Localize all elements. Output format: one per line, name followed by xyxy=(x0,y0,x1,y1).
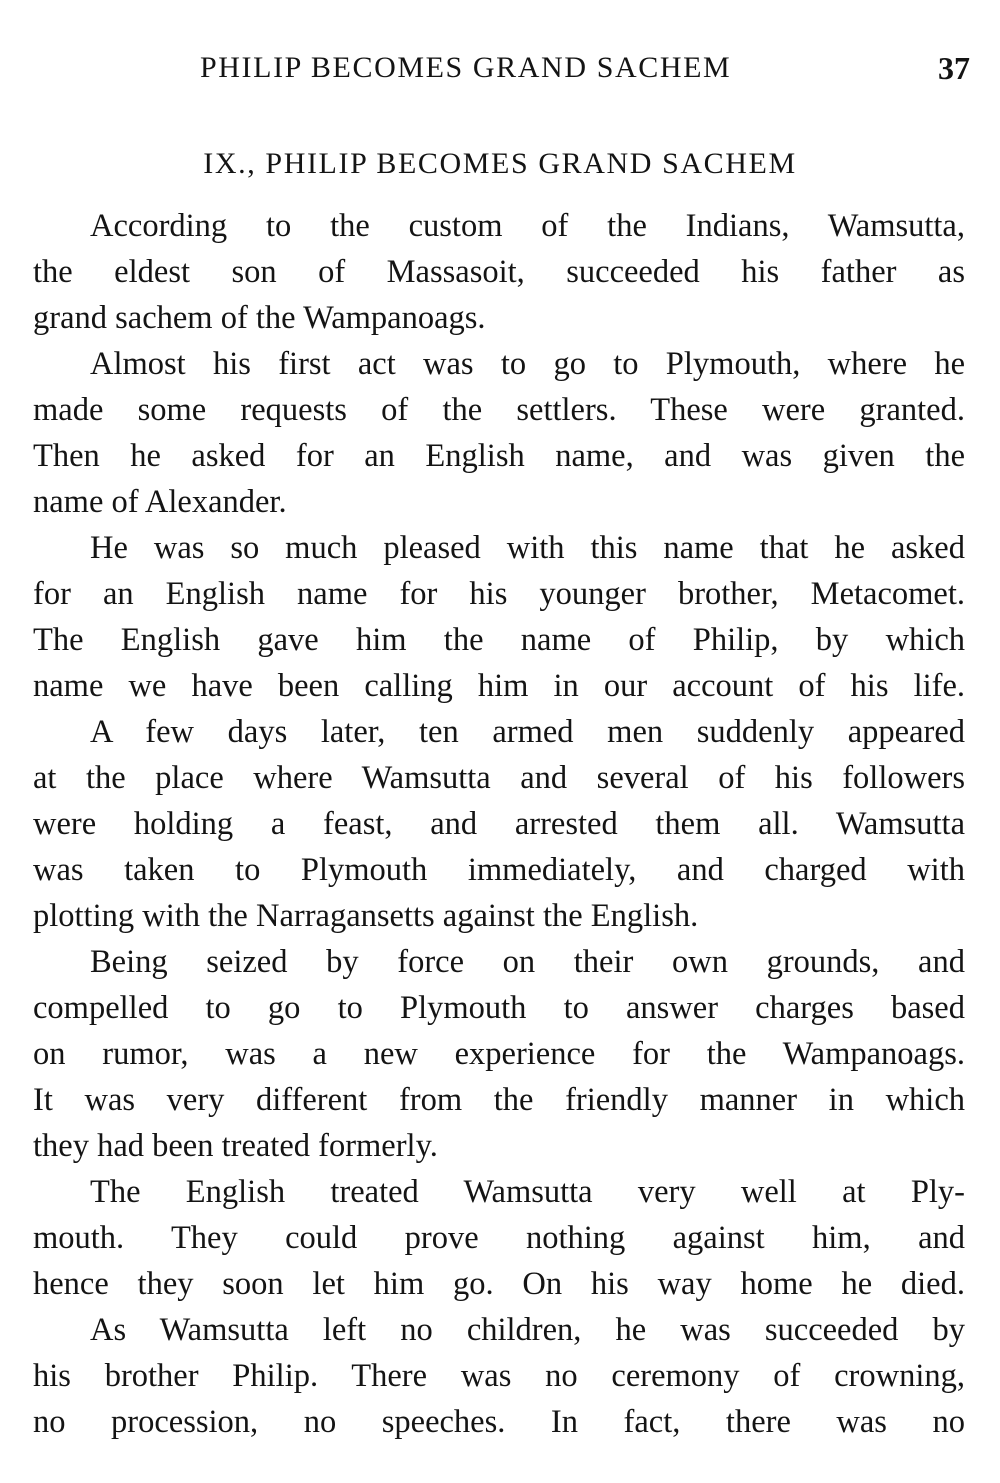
text-line: It was very different from the friendly manner in which xyxy=(33,1082,965,1118)
running-header xyxy=(0,44,1000,92)
text-line: were holding a feast, and arrested them all. Wamsutta xyxy=(33,806,965,842)
text-line: the eldest son of Massasoit, succeeded his father as xyxy=(33,254,965,290)
text-line: The English treated Wamsutta very well at Ply- xyxy=(90,1174,965,1210)
text-line: name of Alexander. xyxy=(33,484,287,520)
chapter-number: IX., xyxy=(203,147,257,180)
text-line: made some requests of the settlers. These were granted. xyxy=(33,392,965,428)
chapter-heading xyxy=(0,141,1000,187)
body-text xyxy=(33,203,965,1445)
text-line: they had been treated formerly. xyxy=(33,1128,438,1164)
text-line: for an English name for his younger brother, Metacomet. xyxy=(33,576,965,612)
text-line: Then he asked for an English name, and was given the xyxy=(33,438,965,474)
text-line: plotting with the Narragansetts against the English. xyxy=(33,898,699,934)
paragraph xyxy=(33,709,965,939)
text-line: A few days later, ten armed men suddenly appeared xyxy=(90,714,965,750)
page-number: 37 xyxy=(938,50,970,86)
chapter-title: PHILIP BECOMES GRAND SACHEM xyxy=(265,147,797,180)
paragraph xyxy=(33,525,965,709)
text-line: compelled to go to Plymouth to answer charges based xyxy=(33,990,965,1026)
text-line: He was so much pleased with this name that he asked xyxy=(90,530,965,566)
text-line: mouth. They could prove nothing against him, and xyxy=(33,1220,965,1256)
text-line: Being seized by force on their own grounds, and xyxy=(90,944,965,980)
text-line: grand sachem of the Wampanoags. xyxy=(33,300,486,336)
paragraph xyxy=(33,1169,965,1307)
paragraph xyxy=(33,203,965,341)
text-line: was taken to Plymouth immediately, and charged with xyxy=(33,852,965,888)
text-line: at the place where Wamsutta and several of his followers xyxy=(33,760,965,796)
text-line: on rumor, was a new experience for the Wampanoags. xyxy=(33,1036,965,1072)
text-line: his brother Philip. There was no ceremony of crowning, xyxy=(33,1358,965,1394)
paragraph xyxy=(33,1307,965,1445)
text-line: no procession, no speeches. In fact, there was no xyxy=(33,1404,965,1440)
text-line: The English gave him the name of Philip, by which xyxy=(33,622,965,658)
text-line: hence they soon let him go. On his way home he died. xyxy=(33,1266,965,1302)
text-line: name we have been calling him in our account of his life. xyxy=(33,668,965,704)
text-line: Almost his first act was to go to Plymouth, where he xyxy=(90,346,965,382)
running-title: PHILIP BECOMES GRAND SACHEM xyxy=(200,51,732,84)
text-line: As Wamsutta left no children, he was succeeded by xyxy=(90,1312,965,1348)
text-line: According to the custom of the Indians, Wamsutta, xyxy=(90,208,965,244)
paragraph xyxy=(33,939,965,1169)
paragraph xyxy=(33,341,965,525)
